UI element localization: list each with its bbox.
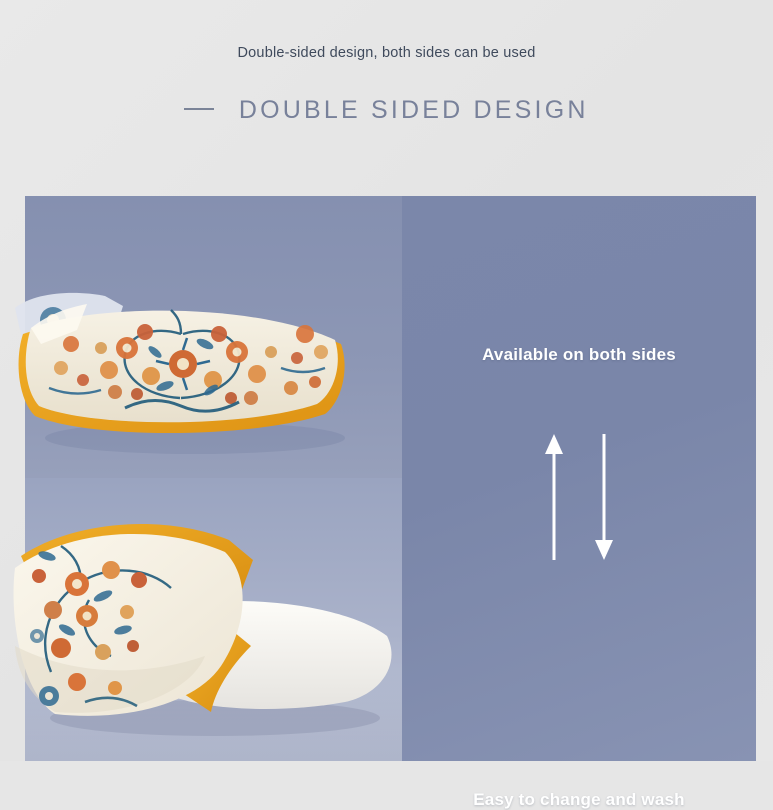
info-text-top: Available on both sides: [482, 345, 676, 364]
headline-dash-icon: [184, 108, 214, 110]
pillow-reverse-illustration: [15, 496, 415, 746]
info-panel: [402, 196, 756, 809]
feature-card: [25, 196, 756, 809]
page-title: DOUBLE SIDED DESIGN: [238, 96, 589, 124]
photo-column: [25, 196, 402, 761]
arrow-up-icon: [541, 432, 567, 562]
pillow-front-illustration: [5, 248, 370, 453]
info-text-bottom: Easy to change and wash: [473, 790, 685, 809]
arrow-down-icon: [591, 432, 617, 562]
exchange-arrows-group: [402, 432, 756, 562]
product-photo-front: [25, 196, 402, 478]
headline-group: [0, 96, 773, 125]
product-photo-reverse: [25, 478, 402, 761]
page-subtitle: Double-sided design, both sides can be used: [237, 45, 536, 61]
